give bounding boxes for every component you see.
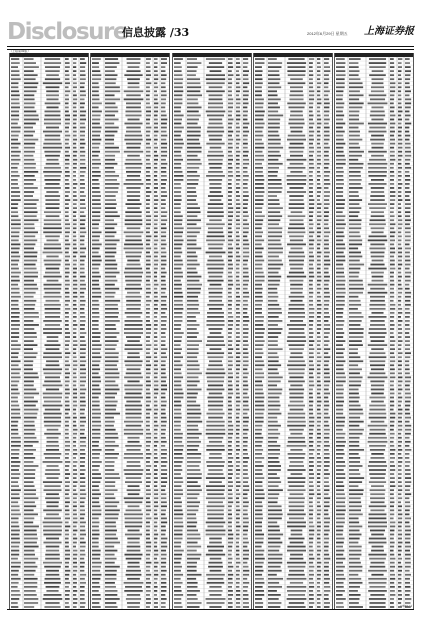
table-column-group — [334, 53, 414, 609]
table-body — [254, 57, 332, 609]
masthead — [7, 19, 414, 46]
table-body — [10, 57, 88, 609]
table-caption: （上接第32版） — [9, 49, 31, 53]
disclosure-table — [9, 53, 412, 609]
footer-rule — [7, 609, 414, 610]
table-column-group — [172, 53, 252, 609]
section-title: 信息披露 /33 — [122, 26, 190, 39]
table-column-group — [9, 53, 89, 609]
header-rule — [7, 46, 414, 47]
table-column-group — [90, 53, 170, 609]
header-rule-thin — [7, 49, 414, 50]
date-line: 2012年6月29日 星期五 — [307, 31, 348, 36]
table-body — [335, 57, 413, 609]
page-note: CS33 / 1 — [400, 604, 412, 608]
brand-word: Disclosure — [7, 19, 127, 45]
table-column-group — [253, 53, 333, 609]
table-body — [91, 57, 169, 609]
newspaper-name: 上海证券报 — [364, 26, 414, 37]
table-body — [173, 57, 251, 609]
